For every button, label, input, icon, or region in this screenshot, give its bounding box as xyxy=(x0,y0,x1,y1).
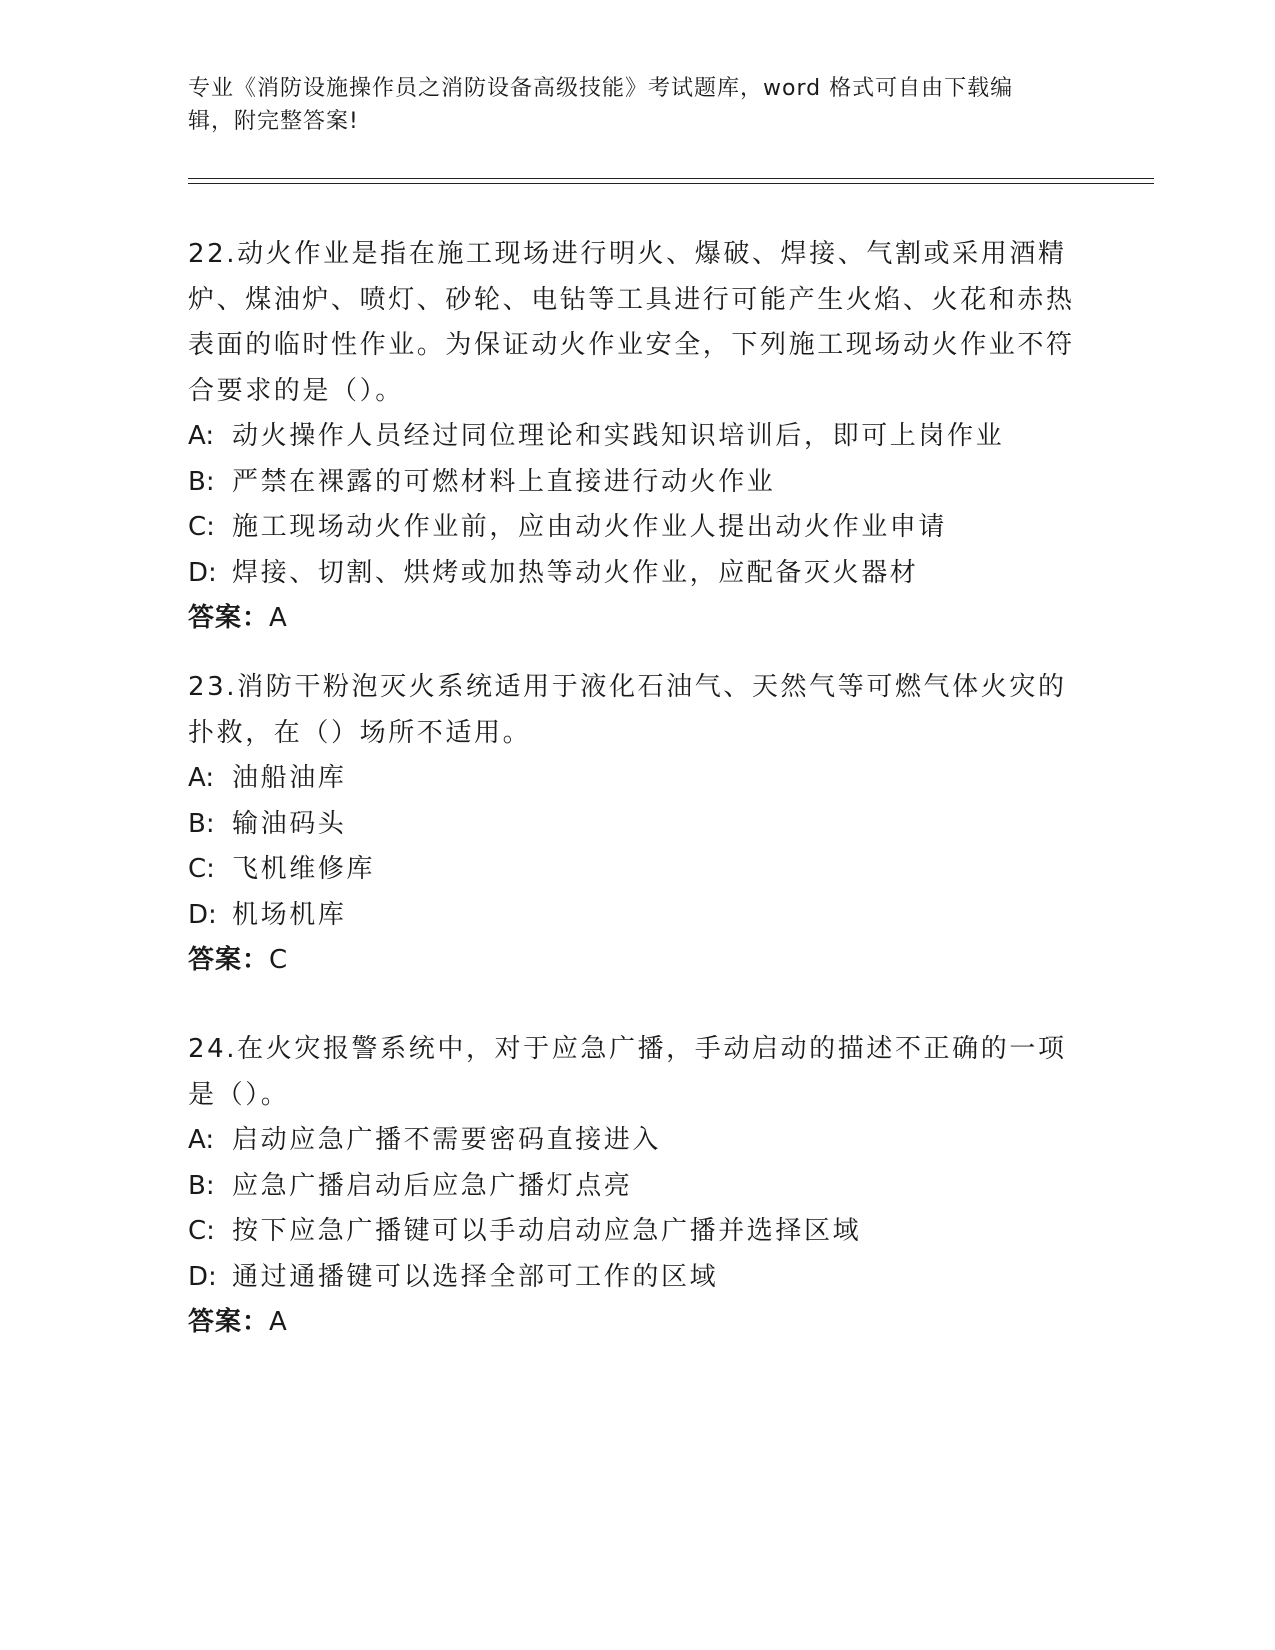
option-key: C: xyxy=(188,512,215,542)
option-key: A: xyxy=(188,1125,215,1155)
option-b xyxy=(188,460,1088,506)
document-header xyxy=(188,72,1088,138)
option-key: C: xyxy=(188,854,215,884)
option-key: C: xyxy=(188,1216,215,1246)
option-key: D: xyxy=(188,1261,217,1292)
option-text: 油船油库 xyxy=(232,763,347,793)
option-a xyxy=(188,414,1088,460)
option-key: B: xyxy=(188,1170,215,1201)
question-stem: 23.消防干粉泡灭火系统适用于液化石油气、天然气等可燃气体火灾的扑救，在（）场所不适用。 xyxy=(188,672,1067,748)
option-text: 动火操作人员经过同位理论和实践知识培训后，即可上岗作业 xyxy=(232,421,1005,451)
option-text: 飞机维修库 xyxy=(232,854,376,884)
question-22 xyxy=(188,232,1088,642)
option-key: D: xyxy=(188,899,217,930)
question-stem: 24.在火灾报警系统中，对于应急广播，手动启动的描述不正确的一项是（）。 xyxy=(188,1034,1067,1110)
option-text: 焊接、切割、烘烤或加热等动火作业，应配备灭火器材 xyxy=(232,557,919,588)
question-23 xyxy=(188,665,1088,984)
answer-line xyxy=(188,1300,1088,1346)
header-line-2: 辑，附完整答案! xyxy=(188,109,359,134)
option-text: 启动应急广播不需要密码直接进入 xyxy=(232,1125,662,1155)
option-d xyxy=(188,551,1088,597)
option-b xyxy=(188,802,1088,848)
option-key: A: xyxy=(188,763,215,793)
option-text: 按下应急广播键可以手动启动应急广播并选择区域 xyxy=(232,1216,862,1246)
option-c xyxy=(188,505,1088,551)
option-text: 机场机库 xyxy=(232,899,347,930)
header-line-1: 专业《消防设施操作员之消防设备高级技能》考试题库，word 格式可自由下载编 xyxy=(188,76,1014,101)
option-b xyxy=(188,1164,1088,1210)
answer-value: C xyxy=(269,945,288,975)
answer-line xyxy=(188,938,1088,984)
option-d xyxy=(188,893,1088,939)
option-c xyxy=(188,847,1088,893)
question-stem: 22.动火作业是指在施工现场进行明火、爆破、焊接、气割或采用酒精炉、煤油炉、喷灯、砂轮、电钻等工具进行可能产生火焰、火花和赤热表面的临时性作业。为保证动火作业安全，下列施工现场动火作业不符合要求的是（）。 xyxy=(188,239,1075,406)
option-c xyxy=(188,1209,1088,1255)
answer-line xyxy=(188,596,1088,642)
header-divider-bottom xyxy=(188,183,1154,184)
question-24 xyxy=(188,1027,1088,1346)
option-d xyxy=(188,1255,1088,1301)
option-text: 严禁在裸露的可燃材料上直接进行动火作业 xyxy=(232,466,776,497)
option-key: A: xyxy=(188,421,215,451)
answer-label: 答案： xyxy=(188,1307,270,1337)
option-key: B: xyxy=(188,808,215,839)
option-a xyxy=(188,1118,1088,1164)
option-text: 施工现场动火作业前，应由动火作业人提出动火作业申请 xyxy=(232,512,948,542)
option-text: 通过通播键可以选择全部可工作的区域 xyxy=(232,1261,719,1292)
answer-value: A xyxy=(269,603,287,633)
header-divider-top xyxy=(188,178,1154,179)
option-text: 输油码头 xyxy=(232,808,347,839)
option-key: D: xyxy=(188,557,217,588)
option-text: 应急广播启动后应急广播灯点亮 xyxy=(232,1170,633,1201)
option-key: B: xyxy=(188,466,215,497)
answer-label: 答案： xyxy=(188,945,270,975)
option-a xyxy=(188,756,1088,802)
answer-label: 答案： xyxy=(188,603,270,633)
answer-value: A xyxy=(269,1307,287,1337)
